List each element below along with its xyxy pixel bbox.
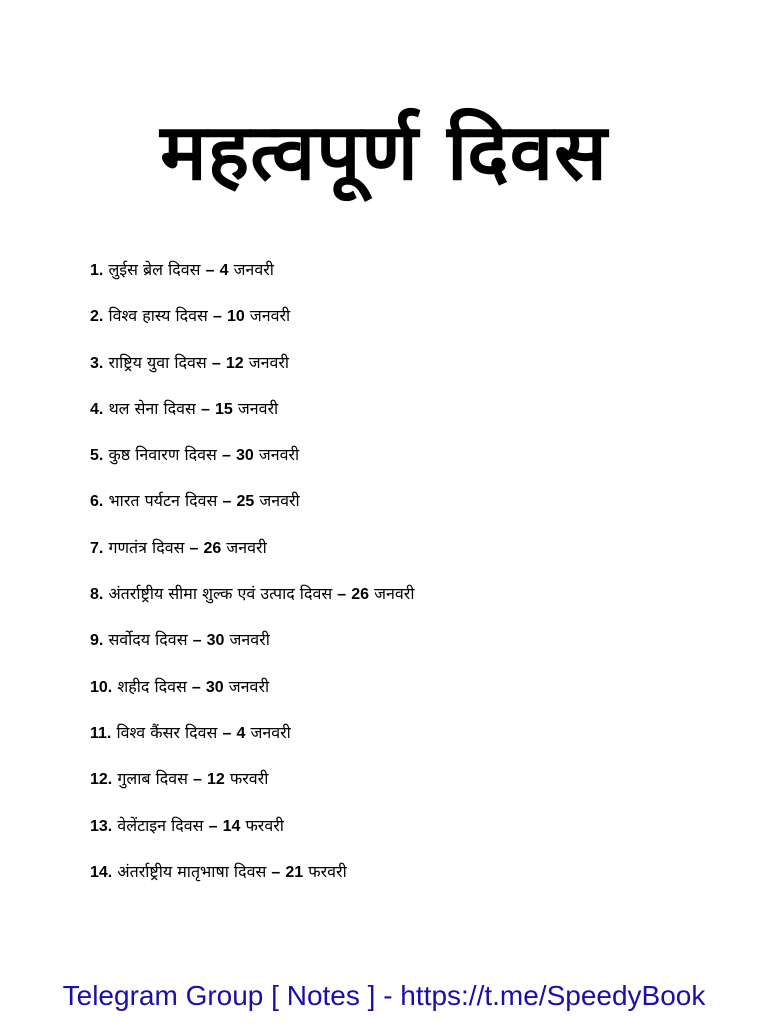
item-number: 11.	[90, 724, 112, 742]
item-name: विश्व कैंसर दिवस	[116, 722, 218, 742]
list-item	[90, 764, 730, 810]
list-item	[90, 625, 730, 671]
list-item	[90, 394, 730, 440]
item-date-number: 4	[236, 724, 246, 742]
item-month: फरवरी	[229, 769, 269, 789]
item-separator: –	[271, 863, 281, 881]
list-item	[90, 672, 730, 718]
item-separator: –	[200, 400, 210, 418]
item-date-number: 12	[225, 354, 244, 372]
item-separator: –	[212, 308, 222, 326]
item-date-number: 30	[206, 632, 225, 650]
item-name: अंतर्राष्ट्रीय मातृभाषा दिवस	[117, 861, 267, 881]
item-month: जनवरी	[229, 630, 270, 650]
item-number: 6.	[90, 493, 104, 511]
item-month: जनवरी	[250, 722, 291, 742]
item-month: जनवरी	[374, 584, 415, 604]
item-date-number: 30	[205, 678, 224, 696]
item-date-number: 21	[285, 863, 304, 881]
item-separator: –	[191, 678, 201, 696]
item-date-number: 10	[226, 308, 245, 326]
item-name: वेलेंटाइन दिवस	[117, 815, 204, 835]
item-month: जनवरी	[248, 352, 290, 372]
list-item	[90, 348, 730, 394]
list-item	[90, 533, 730, 579]
item-date-number: 30	[235, 447, 254, 465]
item-separator: –	[337, 586, 347, 604]
item-month: फरवरी	[245, 815, 284, 835]
item-name: राष्ट्रिय युवा दिवस	[108, 352, 207, 372]
item-separator: –	[222, 493, 232, 511]
item-separator: –	[221, 447, 231, 465]
item-number: 4.	[90, 400, 104, 418]
item-separator: –	[222, 724, 232, 742]
important-days-list	[90, 255, 730, 903]
item-month: जनवरी	[226, 537, 267, 557]
item-number: 10.	[90, 678, 113, 696]
item-separator: –	[189, 539, 199, 557]
item-number: 7.	[90, 539, 104, 557]
list-item	[90, 486, 730, 532]
item-separator: –	[193, 771, 202, 789]
item-date-number: 15	[214, 400, 233, 418]
item-month: जनवरी	[258, 445, 300, 465]
item-name: भारत पर्यटन दिवस	[108, 491, 218, 511]
item-name: विश्व हास्य दिवस	[108, 306, 208, 326]
telegram-group-link[interactable]: Telegram Group [ Notes ] - https://t.me/SpeedyBook	[62, 980, 706, 1011]
page-title: महत्वपूर्ण दिवस	[160, 108, 608, 198]
item-number: 13.	[90, 817, 113, 835]
item-separator: –	[205, 262, 215, 279]
item-month: जनवरी	[228, 676, 270, 696]
item-date-number: 25	[236, 493, 255, 511]
item-number: 12.	[90, 771, 113, 789]
item-month: जनवरी	[259, 491, 300, 511]
list-item	[90, 255, 730, 301]
item-name: सर्वोदय दिवस	[108, 630, 188, 650]
item-month: जनवरी	[237, 398, 279, 418]
item-month: जनवरी	[233, 260, 274, 279]
item-number: 14.	[90, 863, 113, 881]
list-item	[90, 718, 730, 764]
item-separator: –	[192, 632, 202, 650]
item-date-number: 26	[203, 539, 222, 557]
item-month: जनवरी	[249, 306, 291, 326]
item-separator: –	[211, 354, 221, 372]
item-name: शहीद दिवस	[117, 676, 187, 696]
item-separator: –	[208, 817, 218, 835]
item-number: 9.	[90, 632, 104, 650]
item-number: 8.	[90, 586, 104, 604]
item-name: गुलाब दिवस	[117, 769, 188, 789]
item-number: 2.	[90, 308, 104, 326]
item-date-number: 14	[222, 817, 241, 835]
list-item	[90, 857, 730, 903]
list-item	[90, 301, 730, 347]
item-number: 5.	[90, 447, 104, 465]
list-item	[90, 811, 730, 857]
item-name: कुष्ठ निवारण दिवस	[108, 445, 217, 465]
item-name: गणतंत्र दिवस	[108, 537, 185, 557]
item-date-number: 12	[207, 771, 225, 789]
item-month: फरवरी	[308, 861, 347, 881]
item-name: अंतर्राष्ट्रीय सीमा शुल्क एवं उत्पाद दिवस	[108, 584, 333, 604]
item-name: लुईस ब्रेल दिवस	[108, 260, 201, 279]
list-item	[90, 579, 730, 625]
item-date-number: 26	[351, 586, 370, 604]
item-number: 1.	[90, 262, 104, 279]
item-date-number: 4	[219, 262, 229, 279]
item-number: 3.	[90, 354, 104, 372]
list-item	[90, 440, 730, 486]
item-name: थल सेना दिवस	[108, 398, 196, 418]
